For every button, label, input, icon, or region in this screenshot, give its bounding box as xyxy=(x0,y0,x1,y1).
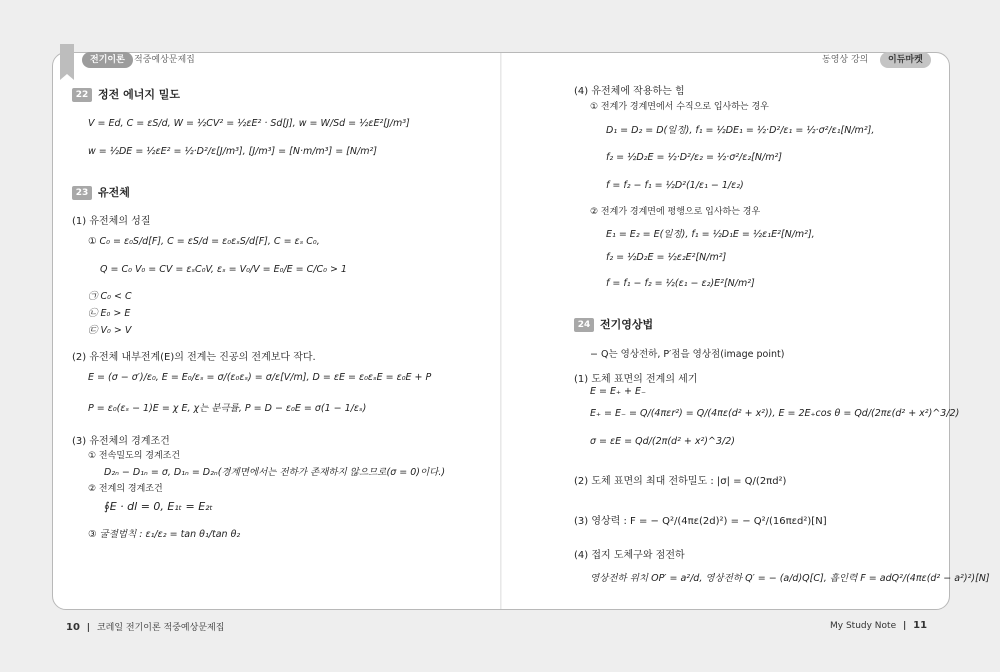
header-subject-tab: 전기이론 xyxy=(82,52,133,68)
section-23-heading xyxy=(72,184,130,200)
header-publisher-tab: 이듀마켓 xyxy=(880,52,931,68)
sub-item-heading: ① 전속밀도의 경계조건 xyxy=(88,451,181,461)
equation: E₊ = E₋ = Q/(4πεr²) = Q/(4πε(d² + x²)), E = 2E₊cos θ = Qd/(2πε(d² + x²)^3/2) xyxy=(590,408,960,419)
equation: σ = εE = Qd/(2π(d² + x²)^3/2) xyxy=(590,436,735,447)
subsection-heading: (1) 유전체의 성질 xyxy=(72,216,151,227)
equation: ㉠ C₀ < C xyxy=(88,291,132,302)
right-footer: My Study Note | 11 xyxy=(830,620,928,631)
subsection-heading: (3) 유전체의 경계조건 xyxy=(72,436,170,447)
equation: f = f₂ − f₁ = ½D²(1/ε₁ − 1/ε₂) xyxy=(606,180,744,191)
sub-item-heading: ① 전계가 경계면에서 수직으로 입사하는 경우 xyxy=(590,102,769,112)
equation: f₂ = ½D₂E = ½·D²/ε₂ = ½·σ²/ε₂[N/m²] xyxy=(606,152,782,163)
paragraph: − Q는 영상전하, P′점을 영상점(image point) xyxy=(590,349,785,360)
equation: ∮E · dl = 0, E₁ₜ = E₂ₜ xyxy=(104,500,213,513)
section-title: 정전 에너지 밀도 xyxy=(98,88,181,101)
header-book-title: 적중예상문제집 xyxy=(134,55,195,65)
section-title: 전기영상법 xyxy=(600,318,654,331)
equation: ① C₀ = ε₀S/d[F], C = εS/d = ε₀εₛS/d[F], C = εₛ C₀, xyxy=(88,236,320,247)
equation: E = (σ − σ′)/ε₀, E = E₀/εₛ = σ/(ε₀εₛ) = σ/ε[V/m], D = εE = ε₀εₛE = ε₀E + P xyxy=(88,372,432,383)
equation: Q = C₀ V₀ = CV = εₛC₀V, εₛ = V₀/V = E₀/E = C/C₀ > 1 xyxy=(100,264,347,275)
equation: f = f₁ − f₂ = ½(ε₁ − ε₂)E²[N/m²] xyxy=(606,278,755,289)
equation: E = E₊ + E₋ xyxy=(590,386,647,397)
subsection-heading: (2) 유전체 내부전계(E)의 전계는 진공의 전계보다 작다. xyxy=(72,352,316,363)
equation: w = ½DE = ½εE² = ½·D²/ε[J/m³], [J/m³] = [N·m/m³] = [N/m²] xyxy=(88,146,377,157)
equation: D₂ₙ − D₁ₙ = σ, D₁ₙ = D₂ₙ(경계면에서는 전하가 존재하지 않으므로(σ = 0)이다.) xyxy=(104,467,446,478)
equation: ③ 굴절법칙 : ε₁/ε₂ = tan θ₁/tan θ₂ xyxy=(88,529,241,540)
subsection-heading: (1) 도체 표면의 전계의 세기 xyxy=(574,374,698,385)
subsection-heading: (4) 유전체에 작용하는 힘 xyxy=(574,86,685,97)
sub-item-heading: ② 전계의 경계조건 xyxy=(88,484,163,494)
equation: f₂ = ½D₂E = ½ε₂E²[N/m²] xyxy=(606,252,727,263)
page-number: 11 xyxy=(913,620,928,631)
section-number: 22 xyxy=(72,88,92,102)
footer-book-title: 코레일 전기이론 적중예상문제집 xyxy=(96,623,225,633)
subsection-heading: (2) 도체 표면의 최대 전하밀도 : |σ| = Q/(2πd²) xyxy=(574,476,787,487)
sub-item-heading: ② 전계가 경계면에 평행으로 입사하는 경우 xyxy=(590,207,761,217)
section-title: 유전체 xyxy=(98,186,130,199)
equation: ㉢ V₀ > V xyxy=(88,325,132,336)
section-number: 24 xyxy=(574,318,594,332)
section-22-heading xyxy=(72,86,180,102)
subsection-heading: (3) 영상력 : F = − Q²/(4πε(2d)²) = − Q²/(16πεd²)[N] xyxy=(574,516,827,527)
equation: P = ε₀(εₛ − 1)E = χ E, χ는 분극률, P = D − ε₀E = σ(1 − 1/εₛ) xyxy=(88,403,367,414)
header-video-label: 동영상 강의 xyxy=(822,55,869,65)
page-number: 10 xyxy=(66,622,80,633)
equation: E₁ = E₂ = E(일정), f₁ = ½D₁E = ½ε₁E²[N/m²], xyxy=(606,229,815,240)
left-footer: 10 | 코레일 전기이론 적중예상문제집 xyxy=(66,622,225,633)
page-gutter xyxy=(500,53,502,609)
section-number: 23 xyxy=(72,186,92,200)
section-24-heading xyxy=(574,316,653,332)
subsection-heading: (4) 접지 도체구와 점전하 xyxy=(574,550,685,561)
footer-note: My Study Note xyxy=(830,621,897,631)
equation: 영상전하 위치 OP′ = a²/d, 영상전하 Q′ = − (a/d)Q[C], 흡인력 F = adQ²/(4πε(d² − a²)²)[N] xyxy=(590,573,990,584)
bookmark-icon xyxy=(60,44,74,74)
equation: ㉡ E₀ > E xyxy=(88,308,131,319)
equation: D₁ = D₂ = D(일정), f₁ = ½DE₁ = ½·D²/ε₁ = ½·σ²/ε₁[N/m²], xyxy=(606,125,875,136)
equation: V = Ed, C = εS/d, W = ½CV² = ½εE² · Sd[J], w = W/Sd = ½εE²[J/m³] xyxy=(88,118,410,129)
